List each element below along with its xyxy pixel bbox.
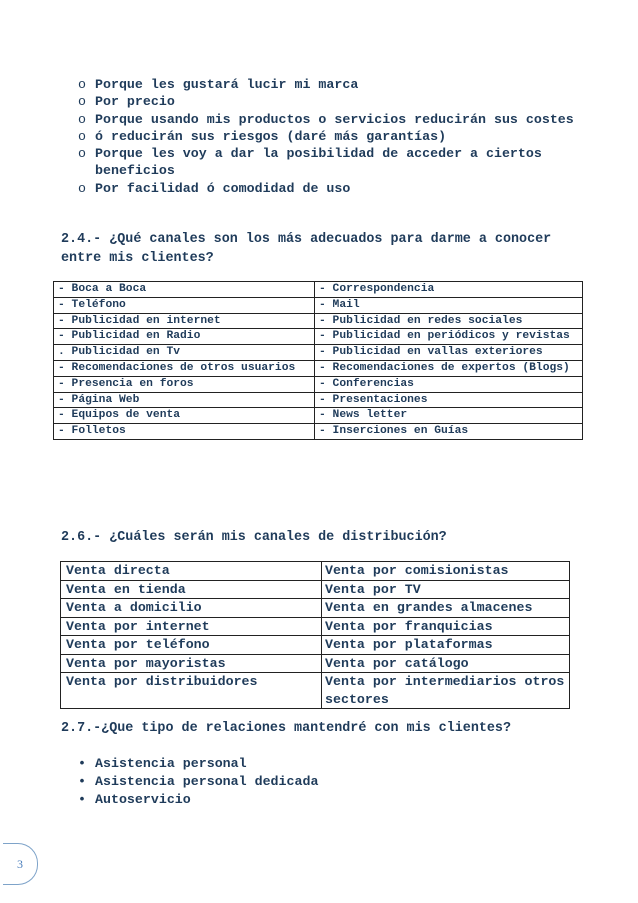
table-cell: Venta por comisionistas [322, 562, 570, 581]
table-cell: Venta por catálogo [322, 654, 570, 673]
table-cell: - Publicidad en redes sociales [315, 313, 583, 329]
page-number: 3 [3, 843, 38, 885]
distribution-table [60, 561, 570, 709]
circle-bullet-icon: o [78, 94, 86, 110]
table-cell: - Presencia en foros [54, 376, 315, 392]
option-item [78, 111, 588, 128]
table-cell: Venta por mayoristas [61, 654, 322, 673]
option-item [78, 145, 588, 180]
table-cell: - Publicidad en vallas exteriores [315, 345, 583, 361]
table-cell: - Presentaciones [315, 392, 583, 408]
distribution-row [61, 562, 570, 581]
table-cell: Venta en grandes almacenes [322, 599, 570, 618]
table-cell: Venta a domicilio [61, 599, 322, 618]
channel-row [54, 360, 583, 376]
table-cell: Venta por teléfono [61, 636, 322, 655]
table-cell: - Boca a Boca [54, 282, 315, 298]
table-cell: Venta por intermediarios otros sectores [322, 673, 570, 709]
table-cell: - Recomendaciones de expertos (Blogs) [315, 360, 583, 376]
table-cell: Venta por plataformas [322, 636, 570, 655]
options-list [78, 76, 588, 197]
distribution-row [61, 654, 570, 673]
list-item [78, 773, 318, 791]
option-item [78, 180, 588, 197]
relationship-list [78, 755, 318, 809]
list-item-text: Asistencia personal dedicada [95, 774, 319, 789]
option-text: Por precio [95, 94, 175, 110]
distribution-row [61, 673, 570, 709]
option-text: Porque les gustará lucir mi marca [95, 77, 359, 92]
table-cell: - Recomendaciones de otros usuarios [54, 360, 315, 376]
table-cell: Venta por TV [322, 580, 570, 599]
table-cell: Venta directa [61, 562, 322, 581]
distribution-row [61, 636, 570, 655]
table-cell: - Teléfono [54, 297, 315, 313]
distribution-row [61, 580, 570, 599]
list-item [78, 791, 318, 809]
table-cell: Venta por internet [61, 617, 322, 636]
channel-row [54, 282, 583, 298]
distribution-row [61, 617, 570, 636]
table-cell: - News letter [315, 408, 583, 424]
channel-row [54, 424, 583, 440]
option-text: Porque les voy a dar la posibilidad de acceder a ciertos beneficios [95, 146, 542, 179]
circle-bullet-icon: o [78, 128, 86, 144]
table-cell: - Inserciones en Guías [315, 424, 583, 440]
list-item-text: Asistencia personal [95, 756, 247, 771]
table-cell: - Correspondencia [315, 282, 583, 298]
table-cell: - Publicidad en internet [54, 313, 315, 329]
section-2-6-heading: 2.6.- ¿Cuáles serán mis canales de distribución? [61, 530, 447, 545]
section-2-4-heading: 2.4.- ¿Qué canales son los más adecuados para darme a conocer entre mis clientes? [61, 232, 552, 266]
table-cell: Venta en tienda [61, 580, 322, 599]
circle-bullet-icon: o [78, 77, 86, 92]
channel-row [54, 376, 583, 392]
option-item [78, 93, 588, 110]
table-cell: - Conferencias [315, 376, 583, 392]
table-cell: Venta por distribuidores [61, 673, 322, 709]
bullet-icon: • [78, 756, 86, 771]
option-text: Porque usando mis productos o servicios reducirán sus costes [95, 111, 574, 127]
option-item [78, 76, 588, 93]
bullet-icon: • [78, 792, 86, 807]
bullet-icon: • [78, 774, 86, 789]
circle-bullet-icon: o [78, 180, 86, 196]
distribution-row [61, 599, 570, 618]
channel-row [54, 408, 583, 424]
channel-row [54, 313, 583, 329]
section-2-7-heading: 2.7.-¿Que tipo de relaciones mantendré con mis clientes? [61, 721, 511, 736]
table-cell: Venta por franquicias [322, 617, 570, 636]
option-text: Por facilidad ó comodidad de uso [95, 180, 351, 196]
channel-row [54, 345, 583, 361]
list-item-text: Autoservicio [95, 792, 191, 807]
table-cell: . Publicidad en Tv [54, 345, 315, 361]
circle-bullet-icon: o [78, 146, 86, 162]
channel-row [54, 392, 583, 408]
channel-row [54, 297, 583, 313]
list-item [78, 755, 318, 773]
table-cell: - Mail [315, 297, 583, 313]
option-text: ó reducirán sus riesgos (daré más garantías) [95, 128, 447, 144]
channel-row [54, 329, 583, 345]
table-cell: - Página Web [54, 392, 315, 408]
table-cell: - Publicidad en Radio [54, 329, 315, 345]
circle-bullet-icon: o [78, 111, 86, 127]
table-cell: - Publicidad en periódicos y revistas [315, 329, 583, 345]
table-cell: - Equipos de venta [54, 408, 315, 424]
channels-table [53, 281, 583, 440]
option-item [78, 128, 588, 145]
table-cell: - Folletos [54, 424, 315, 440]
